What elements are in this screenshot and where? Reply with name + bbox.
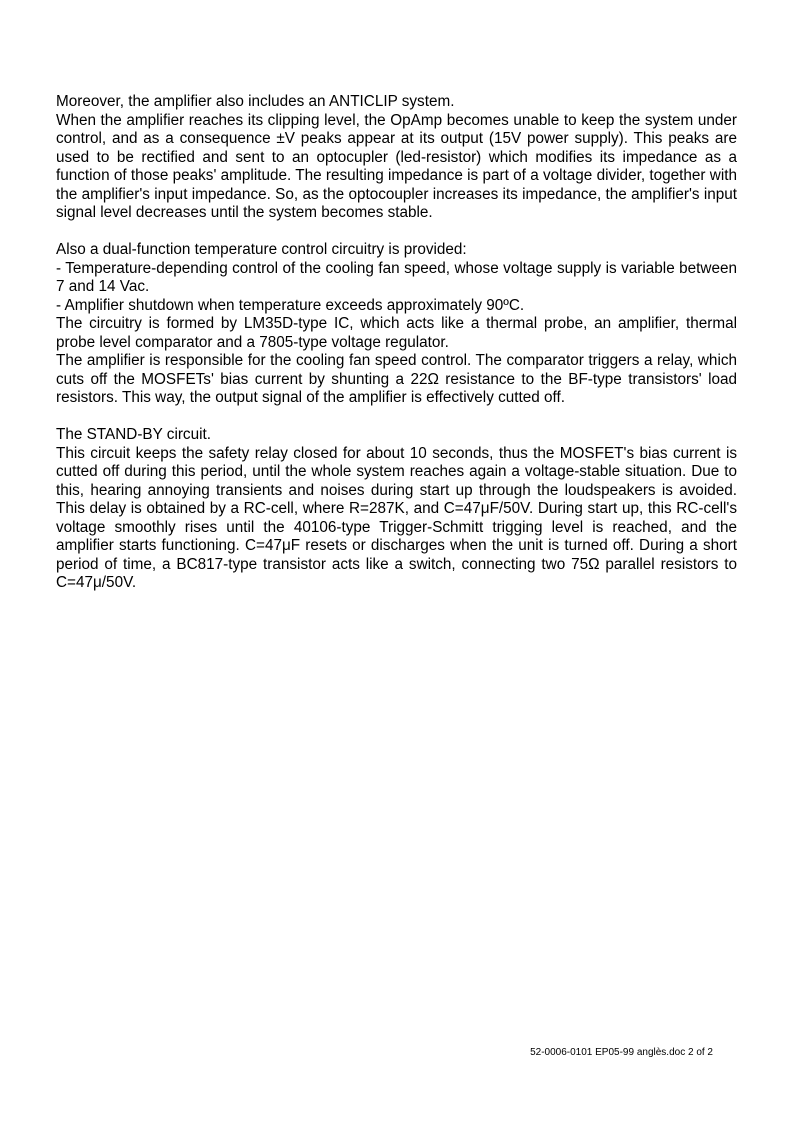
standby-section xyxy=(56,426,737,593)
standby-heading: The STAND-BY circuit. xyxy=(56,426,211,443)
fan-control-paragraph: The amplifier is responsible for the cooling fan speed control. The comparator triggers a relay, which cuts off the MOSFETs' bias current by shunting a 22Ω resistance to the BF-type transistors' load resistors. This way, the output signal of the amplifier is effectively cutted off. xyxy=(56,352,737,406)
temperature-control-heading: Also a dual-function temperature control circuitry is provided: xyxy=(56,241,467,258)
temperature-control-section xyxy=(56,241,737,408)
anticlip-section xyxy=(56,93,737,223)
anticlip-paragraph: When the amplifier reaches its clipping level, the OpAmp becomes unable to keep the system under control, and as a consequence ±V peaks appear at its output (15V power supply). This peaks are used to be rectified and sent to an optocupler (led-resistor) which modifies its impedance as a function of those peaks' amplitude. The resulting impedance is part of a voltage divider, together with the amplifier's input impedance. So, as the optocoupler increases its impedance, the amplifier's input signal level decreases until the system becomes stable. xyxy=(56,111,737,221)
document-body xyxy=(56,93,737,611)
circuitry-paragraph: The circuitry is formed by LM35D-type IC, which acts like a thermal probe, an amplifier, thermal probe level comparator and a 7805-type voltage regulator. xyxy=(56,315,737,351)
page-footer: 52-0006-0101 EP05-99 anglès.doc 2 of 2 xyxy=(530,1047,713,1058)
standby-paragraph: This circuit keeps the safety relay closed for about 10 seconds, thus the MOSFET's bias current is cutted off during this period, until the whole system reaches again a voltage-stable situation. Due to this, hearing annoying transients and noises during start up through the loudspeakers is avoided. This delay is obtained by a RC-cell, where R=287K, and C=47μF/50V. During start up, this RC-cell's voltage smoothly rises until the 40106-type Trigger-Schmitt trigging level is reached, and the amplifier starts functioning. C=47μF resets or discharges when the unit is turned off. During a short period of time, a BC817-type transistor acts like a switch, connecting two 75Ω parallel resistors to C=47μ/50V. xyxy=(56,444,737,591)
list-item: - Temperature-depending control of the cooling fan speed, whose voltage supply is variable between 7 and 14 Vac. xyxy=(56,259,737,295)
list-item: - Amplifier shutdown when temperature exceeds approximately 90ºC. xyxy=(56,296,525,314)
anticlip-heading: Moreover, the amplifier also includes an ANTICLIP system. xyxy=(56,93,455,110)
